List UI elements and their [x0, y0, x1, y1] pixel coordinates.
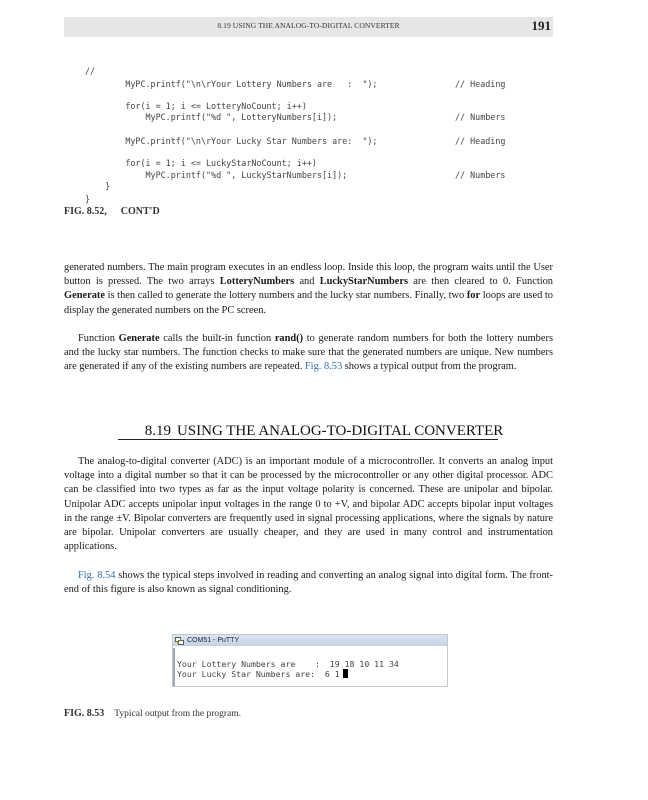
para-bold-term: LotteryNumbers [219, 276, 295, 288]
code-line [85, 181, 110, 192]
body-paragraph [64, 332, 553, 375]
figure-label: FIG. 8.52, [64, 206, 107, 217]
para-text: and [294, 276, 320, 288]
section-title: USING THE ANALOG-TO-DIGITAL CONVERTER [176, 423, 504, 439]
body-paragraph [64, 261, 553, 318]
figure-caption-8-52 [64, 206, 160, 217]
terminal-line: Your Lottery Numbers are : 19 18 10 11 34 [177, 659, 399, 669]
code-text: MyPC.printf("%d ", LuckyStarNumbers[i]); [85, 170, 348, 180]
para-text: to generate random numbers for both the lottery numbers and the lucky star numbers. The function checks to make sure that the generated numbers are unique. New numbers are generated if any of the existing numbers are repeated. [64, 333, 553, 373]
code-line [85, 170, 555, 181]
code-text: for(i = 1; i <= LuckyStarNoCount; i++) [85, 158, 317, 168]
code-line [85, 136, 555, 147]
figure-caption-8-53 [64, 708, 241, 719]
body-paragraph [64, 569, 553, 597]
para-text: shows a typical output from the program. [342, 361, 517, 373]
page-number: 191 [531, 18, 551, 33]
para-text: loops are used to display the generated numbers on the PC screen. [64, 290, 553, 316]
para-bold-term: rand() [274, 333, 304, 344]
code-line [85, 158, 317, 169]
putty-window-title: COM51 - PuTTY [187, 637, 240, 644]
code-text: } [85, 194, 91, 204]
para-text: shows the typical steps involved in reading and converting an analog signal into digital form. The front-end of this figure is also known as signal conditioning. [64, 570, 553, 596]
figure-reference-link[interactable]: Fig. 8.53 [304, 361, 343, 373]
para-text: Function [78, 333, 119, 344]
figure-caption-text: CONT'D [120, 206, 160, 217]
terminal-line [177, 669, 348, 679]
putty-icon [175, 637, 184, 645]
para-bold-term: LuckyStarNumbers [319, 276, 409, 288]
para-text: generated numbers. The main program executes in an endless loop. Inside this loop, the program waits until the User button is pressed. The two arrays [64, 262, 553, 288]
running-header [64, 17, 553, 37]
code-comment: // Heading [455, 136, 506, 146]
code-comment: // Numbers [455, 112, 506, 122]
code-comment: // Heading [455, 79, 506, 89]
code-line [85, 194, 90, 205]
para-text: calls the built-in function [159, 333, 275, 344]
figure-reference-link[interactable]: Fig. 8.54 [78, 570, 116, 581]
para-bold-term: Generate [64, 290, 105, 302]
code-text: MyPC.printf("\n\rYour Lucky Star Numbers are: "); [85, 136, 378, 146]
para-bold-term: Generate [118, 333, 160, 344]
code-comment: // Numbers [455, 170, 506, 180]
code-text: } [85, 181, 111, 191]
running-head-title: 8.19 USING THE ANALOG-TO-DIGITAL CONVERTER [217, 21, 400, 30]
section-number: 8.19 [144, 423, 171, 439]
terminal-output [173, 648, 447, 686]
para-text: The analog-to-digital converter (ADC) is an important module of a microcontroller. It converts an analog input voltage into a digital number so that it can be processed by the microcontroller or any other digital processor. ADC can be classified into two types as far as the input voltage polarity is concerned. These are unipolar and bipolar. Unipolar ADC accepts unipolar input voltages in the range 0 to +V, and bipolar ADC accepts bipolar input voltages in the range ±V. Bipolar converters are frequently used in signal processing applications, where the signals by nature are bipolar. Unipolar converters are usually cheaper, and they are used in many control and instrumentation applications. [64, 456, 553, 553]
putty-terminal-window [172, 634, 448, 687]
code-text: MyPC.printf("\n\rYour Lottery Numbers are : "); [85, 79, 378, 89]
code-text: MyPC.printf("%d ", LotteryNumbers[i]); [85, 112, 338, 122]
putty-titlebar [173, 635, 447, 646]
section-heading [0, 423, 648, 440]
terminal-line-text: Your Lucky Star Numbers are: 6 1 [177, 669, 340, 679]
code-line [85, 79, 555, 90]
code-line [85, 66, 95, 77]
para-text: are then cleared to 0. Function [408, 276, 553, 288]
code-line [85, 101, 307, 112]
body-paragraph [64, 455, 553, 554]
code-line [85, 112, 555, 123]
code-text: for(i = 1; i <= LotteryNoCount; i++) [85, 101, 307, 111]
para-bold-term: for [466, 290, 481, 302]
figure-label: FIG. 8.53 [64, 708, 105, 719]
para-text: is then called to generate the lottery numbers and the lucky star numbers. Finally, two [104, 290, 467, 302]
section-underline [118, 439, 498, 440]
figure-caption-text: Typical output from the program. [114, 709, 242, 719]
text-cursor [343, 669, 348, 678]
code-text: // [85, 66, 96, 76]
